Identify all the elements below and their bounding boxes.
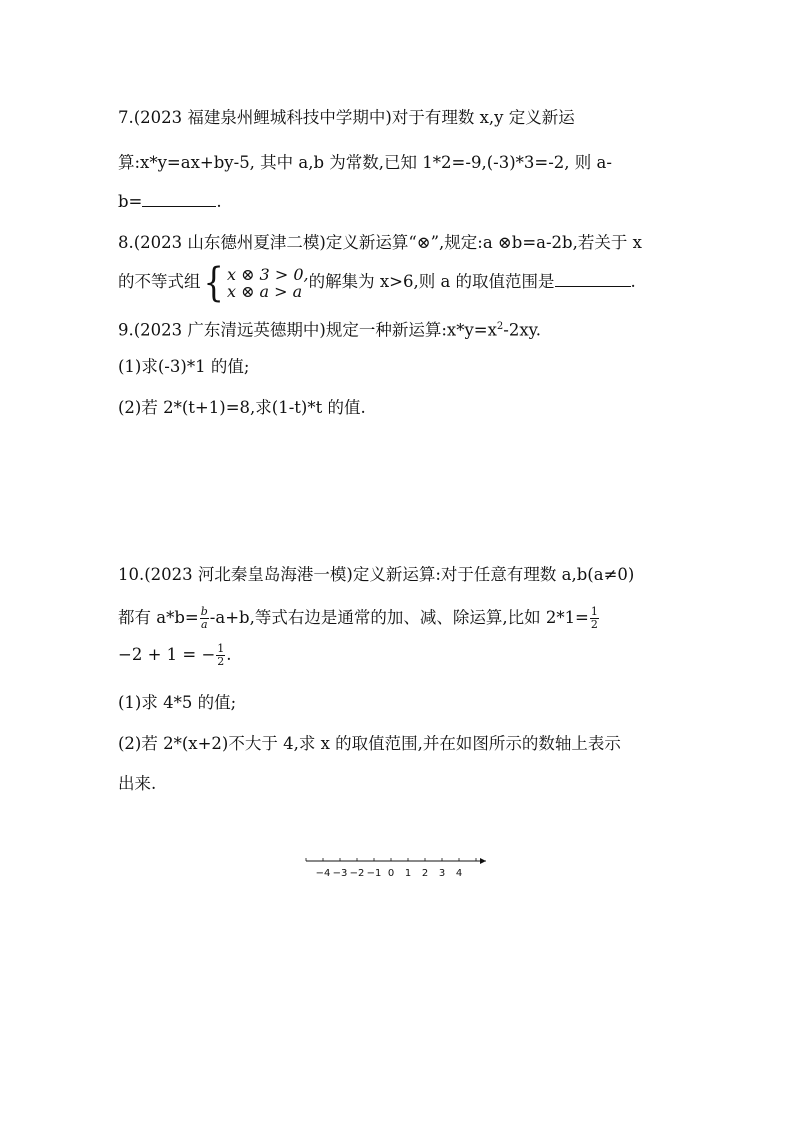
number-line-tick-label: −4 [315,868,331,879]
q10-part2-cont: 出来. [118,774,157,793]
q7-line2: 算:x*y=ax+by-5, 其中 a,b 为常数,已知 1*2=-9,(-3)*3=-2, 则 a- [118,153,612,172]
q8-line2-suffix: 的解集为 x>6,则 a 的取值范围是 [308,272,555,291]
number-line-tick-label: 2 [421,868,429,879]
q7-line1: 7.(2023 福建泉州鲤城科技中学期中)对于有理数 x,y 定义新运 [118,108,575,127]
q9-line1-prefix: 9.(2023 广东清远英德期中)规定一种新运算:x*y=x [118,320,497,340]
number-line-tick-label: 1 [404,868,412,879]
fraction-b-over-a [200,606,209,631]
fraction-denominator: 2 [590,618,598,631]
number-line-tick-label: −2 [349,868,365,879]
number-line-tick-label: −1 [366,868,382,879]
q7-line3 [118,190,222,213]
q9-exponent: 2 [496,321,504,332]
number-line-tick-label: −3 [332,868,348,879]
number-line-tick-label: 3 [438,868,446,879]
q8-answer-blank[interactable] [555,270,631,287]
q10-line3 [118,640,232,670]
q8-line1: 8.(2023 山东德州夏津二模)定义新运算“⊗”,规定:a ⊗b=a-2b,若关于 x [118,233,642,252]
arrow-right-icon [480,858,486,864]
q7-answer-blank[interactable] [142,190,216,207]
q7-line3-suffix: . [216,192,222,211]
q10-line3-suffix: . [226,645,232,664]
fraction-one-half-negative [216,643,225,668]
q10-line2-prefix: 都有 a*b= [118,608,199,627]
q8-line2 [118,259,636,306]
q8-line2-prefix: 的不等式组 [118,272,201,291]
fraction-numerator: 1 [217,642,225,655]
fraction-numerator: 1 [590,605,598,618]
fraction-denominator: a [200,618,208,631]
number-line-tick-label: 0 [387,868,395,879]
q10-line1: 10.(2023 河北秦皇岛海港一模)定义新运算:对于任意有理数 a,b(a≠0) [118,565,635,584]
fraction-denominator: 2 [217,655,225,668]
inequality-row-1: x ⊗ 3 > 0, [226,264,309,284]
q10-line3-prefix: −2 + 1 = − [118,645,216,664]
inequality-row-2: x ⊗ a > a [226,281,303,301]
q10-part1: (1)求 4*5 的值; [118,693,237,712]
q8-line2-end: . [630,272,636,291]
fraction-numerator: b [200,605,208,618]
number-line-tick-label: 4 [455,868,463,879]
number-line [300,855,500,881]
q9-part2: (2)若 2*(t+1)=8,求(1-t)*t 的值. [118,398,366,417]
q9-part1: (1)求(-3)*1 的值; [118,357,250,376]
q9-line1-suffix: -2xy. [503,320,542,340]
q9-line1 [118,316,541,342]
brace-symbol: { [203,259,224,306]
q10-line2 [118,603,600,633]
q10-part2: (2)若 2*(x+2)不大于 4,求 x 的取值范围,并在如图所示的数轴上表示 [118,734,621,753]
inequality-system [201,259,309,306]
q7-line3-prefix: b= [118,192,143,211]
fraction-one-half [590,606,599,631]
q10-line2-mid: -a+b,等式右边是通常的加、减、除运算,比如 2*1= [209,608,589,627]
